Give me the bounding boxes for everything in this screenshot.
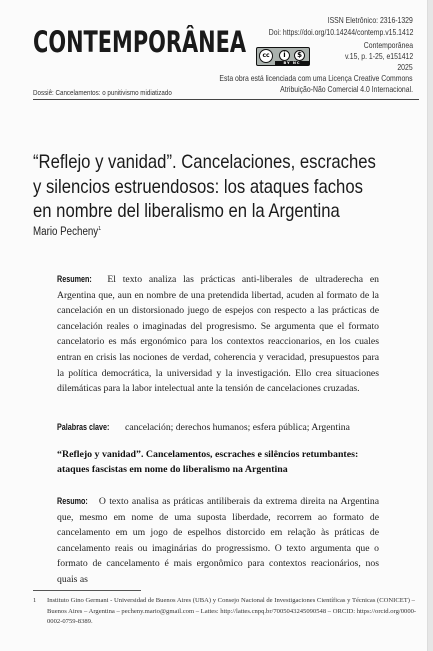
title-line: y silencios estruendosos: los ataques fachos [33, 175, 363, 198]
volume-pages: v.15, p. 1-25, e151412 [344, 51, 413, 61]
footnote-number: 1 [33, 597, 37, 604]
article-title [33, 150, 375, 224]
viewer-edge [428, 0, 433, 651]
keywords [57, 422, 350, 433]
resumo-label: Resumo: [57, 496, 88, 506]
author-text: Mario Pecheny [33, 226, 99, 238]
doi-link[interactable]: Doi: https://doi.org/10.14244/contemp.v15.1412 [268, 27, 413, 37]
author-name [33, 226, 101, 238]
resumo-text: O texto analisa as práticas antiliberais da extrema direita na Argentina que, mesmo em nome de uma suposta liberdade, recorrem ao formato de cancelamento em um jogo de espelhos distorcido em relação às práticas de cancelamento reais ou imaginárias do progressismo. O texto argumenta que o formato de cancelamento é mais ergonômico para contextos reacionários, nos quais as [57, 496, 380, 585]
creative-commons-badge[interactable] [256, 47, 310, 66]
keywords-text: cancelación; derechos humanos; esfera pública; Argentina [124, 422, 350, 433]
attribution-icon: i [279, 50, 290, 61]
dossier-label: Dossiê: Cancelamentos: o punitivismo midiatizado [33, 88, 172, 97]
author-footnote-ref[interactable]: 1 [98, 226, 102, 233]
resumen-text: El texto analiza las prácticas anti-liberales de ultraderecha en Argentina que, aun en nombre de una pretendida libertad, acuden al formato de la cancelación en un distorsionado juego de espejos con respecto a las prácticas de cancelación reales o imaginadas del progresismo. Se argumenta que el formato cancelatorio es más ergonómico para los contextos reaccionarios, en los cuales entran en crisis las nociones de verdad, coherencia y veracidad, presupuestos para la política democrática, la universidad y la investigación. Ello crea situaciones dilemáticas para la labor intelectual ante la tensión de cancelaciones cruzadas. [57, 274, 379, 395]
journal-logo: CONTEMPORÂNEA [33, 25, 247, 59]
cc-license-label: BY NC [275, 61, 309, 65]
footnote-text: Instituto Gino Germani - Universidad de Buenos Aires (UBA) y Consejo Nacional de Investigaciones Científicas y Técnicas (CONICET) – Buenos Aires – Argentina – pecheny.mario@gmail.com – Lattes: http://lattes.cnpq.br/7005043245090548 – ORCID: https://orcid.org/0000-0002-0759-8389. [47, 597, 417, 626]
license-text-line2: Atribuição-Não Comercial 4.0 Internacional. [280, 84, 413, 94]
resumen-block [57, 272, 379, 397]
keywords-label: Palabras clave: [57, 422, 110, 432]
footnote [33, 596, 421, 628]
license-text-line1: Esta obra está licenciada com uma Licença Creative Commons [219, 73, 413, 83]
issn: ISSN Eletrônico: 2316-1329 [327, 15, 413, 25]
portuguese-title: “Reflejo y vanidad”. Cancelamentos, escraches e silêncios retumbantes: ataques fascistas em nome do liberalismo na Argentina [57, 449, 359, 475]
year: 2025 [397, 62, 413, 72]
resumen-label: Resumen: [57, 274, 92, 284]
title-line: en nombre del liberalismo en la Argentina [33, 200, 340, 222]
footnote-divider [33, 590, 141, 591]
title-line: “Reflejo y vanidad”. Cancelaciones, escraches [33, 151, 376, 173]
cc-icon: cc [259, 49, 273, 63]
header-divider [33, 99, 419, 100]
journal-name: Contemporânea [363, 40, 413, 50]
resumo-block [57, 494, 379, 588]
noncommercial-icon: $ [294, 50, 305, 61]
